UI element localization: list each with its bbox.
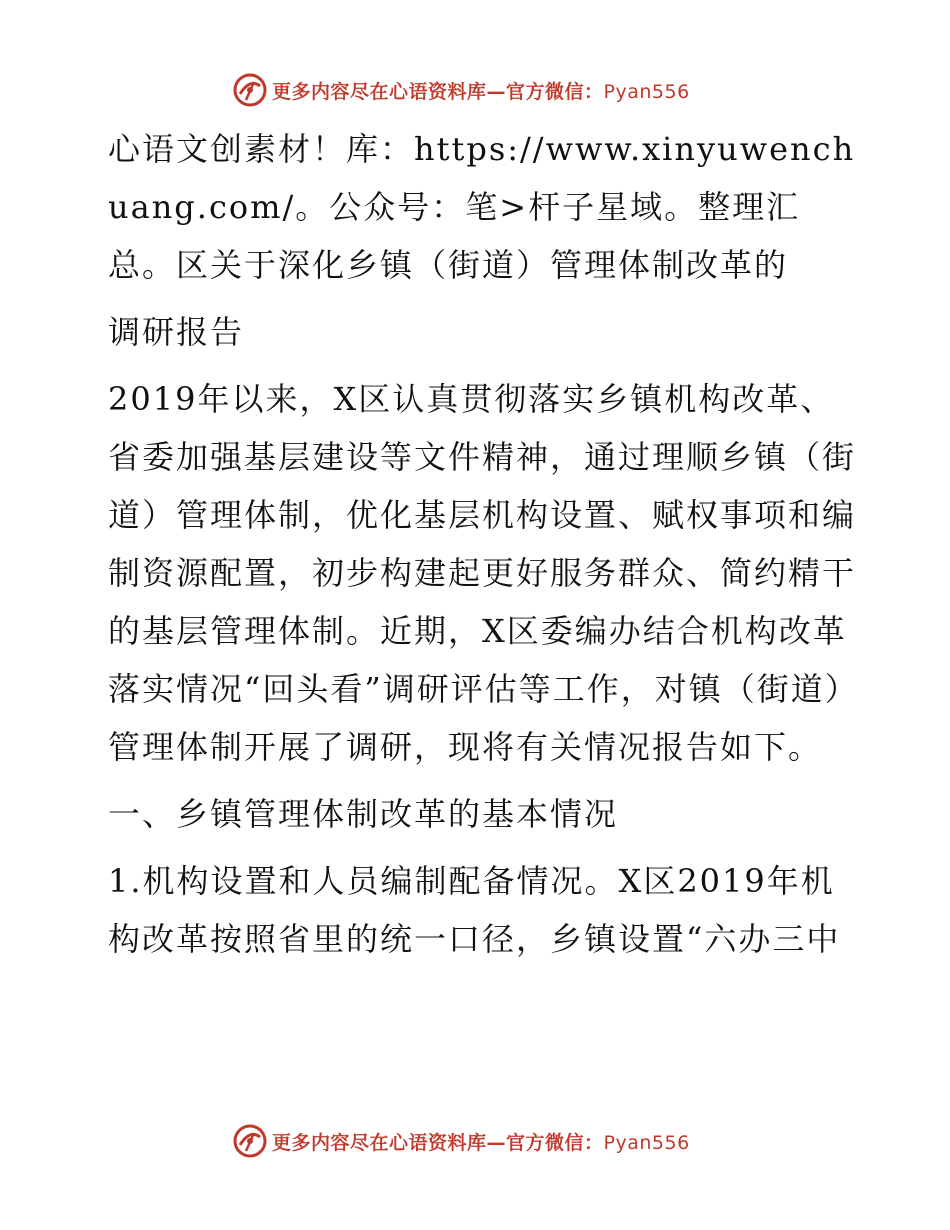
document-body xyxy=(98,120,858,977)
watermark-text: 更多内容尽在心语资料库—官方微信：Pyan556 xyxy=(272,1131,690,1154)
brand-logo-icon xyxy=(232,1123,268,1159)
section-heading: 一、乡镇管理体制改革的基本情况 xyxy=(108,795,619,833)
brand-logo-icon xyxy=(232,72,268,108)
intro-paragraph: 心语文创素材！库：https://www.xinyuwenchuang.com/。公众号：笔>杆子星域。整理汇总。区关于深化乡镇（街道）管理体制改革的 xyxy=(108,130,856,284)
watermark-text: 更多内容尽在心语资料库—官方微信：Pyan556 xyxy=(272,80,690,103)
body-paragraph: 2019年以来，X区认真贯彻落实乡镇机构改革、省委加强基层建设等文件精神，通过理顺乡镇（街道）管理体制，优化基层机构设置、赋权事项和编制资源配置，初步构建起更好服务群众、简约精干的基层管理体制。近期，X区委编办结合机构改革落实情况“回头看”调研评估等工作，对镇（街道）管理体制开展了调研，现将有关情况报告如下。 xyxy=(108,380,857,766)
header-watermark xyxy=(232,72,690,108)
footer-watermark xyxy=(232,1123,690,1159)
report-subtitle: 调研报告 xyxy=(108,313,245,351)
body-paragraph: 1.机构设置和人员编制配备情况。X区2019年机构改革按照省里的统一口径，乡镇设置“六办三中 xyxy=(108,862,841,958)
